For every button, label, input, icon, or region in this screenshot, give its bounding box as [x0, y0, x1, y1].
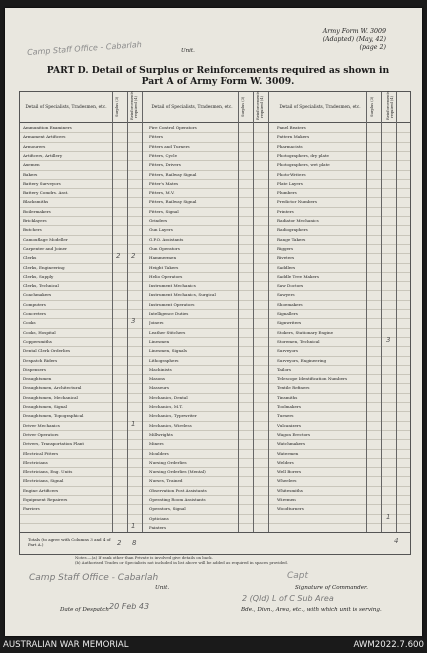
trade-row-label: Opticians [149, 515, 169, 521]
trade-row-label: Moulders [149, 450, 169, 456]
trade-row-label: Fitters, Signal [149, 208, 179, 214]
trade-row-label: Electricians, Signal [23, 478, 64, 484]
trade-row-label: Photographers, wet plate [277, 162, 330, 168]
trade-row-label: Signallers [277, 311, 298, 316]
handwritten-entry: 1 [131, 521, 136, 530]
bde-label: Bde., Divn., Area, etc., with which unit is serving. [241, 607, 382, 613]
trade-row-label: Fitters, M.V. [149, 190, 175, 196]
form-page-number: (page 2) [359, 44, 386, 51]
trade-row-label: Draughtsmen [23, 376, 52, 382]
trade-row-label: Tailors [277, 366, 291, 372]
trade-row-label: Instrument Mechanics, Surgical [149, 292, 216, 298]
trade-row-label: Instrument Operators [149, 301, 195, 307]
trade-row-label: Nursing Orderlies [149, 459, 187, 465]
trade-row-label: Axemen [23, 162, 40, 168]
trade-row-label: Range Takers [277, 236, 306, 242]
trade-row-label: Cooks, Hospital [23, 329, 56, 335]
trade-row-label: Intelligence Duties [149, 311, 189, 316]
handwritten-entry: 3 [131, 317, 136, 326]
trade-row-label: Blacksmiths [23, 199, 49, 205]
trade-row-label: Ammunition Examiners [23, 125, 72, 130]
trade-row-label: Saddle Tree Makers [277, 273, 319, 279]
totals-surplus: 2 [117, 539, 122, 547]
header-required-2: Reinforcements required (4) [256, 91, 264, 120]
trade-row-label: Vulcanizers [277, 422, 301, 428]
trade-row-label: Millwrights [149, 431, 173, 437]
trade-row-label: Armament Artificers [23, 134, 66, 140]
trade-row-label: Stokers, Stationary Engine [277, 329, 334, 335]
title-line-1: PART D. Detail of Surplus or Reinforcements required as shown in [46, 65, 390, 76]
column-divider [381, 92, 382, 532]
trade-row-label: Shoemakers [277, 301, 303, 307]
handwritten-unit-bottom: Camp Staff Office - Cabarlah [29, 573, 159, 583]
trade-row-label: Artificers, Artillery [23, 152, 63, 158]
trade-row-label: Butchers [23, 227, 42, 233]
trade-row-label: Fitters and Turners [149, 143, 190, 149]
signature-label: Signature of Commander. [295, 585, 368, 591]
trade-row-label: Pharmacists [277, 143, 303, 149]
trade-row-label: Operating Room Assistants [149, 497, 206, 502]
trade-row-label: Sawyers [277, 292, 295, 298]
trade-row-label: Well Borers [277, 469, 302, 475]
trade-row-label: Lithographers [149, 357, 179, 363]
trade-row-label: Coachmakers [23, 292, 52, 298]
trade-row-label: Leather Stitchers [149, 329, 186, 335]
trade-row-label: Fitters, Cycle [149, 152, 177, 158]
trade-row-label: Height Takers [149, 264, 179, 270]
trade-row-label: Draughtsmen, Architectural [23, 385, 82, 391]
trade-row-label: Joiners [149, 320, 164, 326]
form-page [5, 8, 422, 636]
trade-row-label: Dispensers [23, 366, 46, 372]
page-title [43, 65, 393, 87]
trade-row-label: Saddlers [277, 264, 296, 270]
trade-row-label: Linesmen, Signals [149, 348, 187, 354]
trade-row-label: Wiremen [277, 497, 296, 502]
trade-row-label: Fitters [149, 134, 163, 140]
trade-row-label: Wheelers [277, 478, 297, 484]
trade-row-label: Fitter's Mates [149, 180, 179, 186]
trade-row-label: Carpenter and Joiner [23, 245, 67, 251]
table-header [20, 92, 410, 123]
column-divider [238, 92, 239, 532]
handwritten-bde: 2 (Qld) L of C Sub Area [242, 594, 334, 603]
column-divider [396, 92, 397, 532]
trade-row-label: Fitters, Railway Signal [149, 171, 197, 177]
column-divider [268, 92, 269, 532]
trade-row-label: Concreters [23, 311, 47, 316]
header-required-3: Reinforcements required (4) [386, 91, 394, 120]
trade-row-label: Armourers [23, 143, 46, 149]
header-detail-3: Detail of Specialists, Tradesmen, etc. [279, 104, 361, 110]
header-detail-2: Detail of Specialists, Tradesmen, etc. [151, 104, 233, 110]
trade-row-label: Watermen [277, 450, 299, 456]
trade-row-label: Draughtsmen, Signal [23, 404, 67, 409]
trade-row-label: Despatch Riders [23, 357, 58, 363]
trade-row-label: Boilermakers [23, 208, 51, 214]
trade-row-label: Radiator Mechanics [277, 218, 319, 223]
totals-label: Totals (to agree with Columns 3 and 4 of Part A.) [28, 537, 111, 547]
trade-row-label: Hammermen [149, 255, 177, 261]
trade-row-label: Surveyors, Engineering [277, 357, 327, 363]
date-label: Date of Despatch [60, 607, 109, 613]
trade-row-label: Instrument Mechanics [149, 283, 196, 289]
trade-row-label: Painters [149, 524, 167, 530]
trade-row-label: Plate Layers [277, 180, 303, 186]
header-required-1: Reinforcements required (4) [130, 91, 138, 120]
unit-label-bottom: Unit. [155, 585, 170, 591]
handwritten-entry: 1 [386, 512, 391, 521]
handwritten-date: 20 Feb 43 [109, 602, 150, 611]
trade-row-label: Coppersmiths [23, 338, 52, 344]
trade-row-label: Textile Refiners [277, 385, 310, 391]
trade-row-label: Surveyors [277, 348, 298, 354]
trade-row-label: Fitters, Railway Signal [149, 199, 197, 205]
specialists-table [19, 91, 411, 555]
notes [75, 556, 288, 565]
watermark-right: AWM2022.7.600 [353, 640, 424, 650]
trade-row-label: Battery Comdrs. Asst. [23, 190, 69, 196]
trade-row-label: Predictor Numbers [277, 199, 317, 205]
trade-row-label: Mechanics, Wireless [149, 422, 192, 428]
trade-row-label: Nurses, Trained [149, 478, 183, 484]
handwritten-signature: Capt [287, 571, 309, 581]
trade-row-label: Storemen, Technical [277, 338, 320, 344]
trade-row-label: Masons [149, 376, 165, 382]
handwritten-entry: 2 [116, 252, 121, 261]
trade-row-label: Radiographers [277, 227, 308, 233]
title-line-2: Part A of Army Form W. 3009. [141, 76, 295, 87]
totals-col3: 4 [394, 537, 399, 545]
trade-row-label: Whitesmiths [277, 487, 303, 493]
trade-row-label: Cooks [23, 320, 36, 326]
trade-row-label: Equipment Repairers [23, 497, 68, 502]
column-divider [366, 92, 367, 532]
totals-row [20, 532, 410, 555]
column-divider [112, 92, 113, 532]
trade-row-label: Mechanics, M.T. [149, 404, 183, 409]
trade-row-label: Camouflage Modeller [23, 236, 68, 242]
trade-row-label: Woodturners [277, 506, 304, 512]
trade-row-label: Engine Artificers [23, 487, 59, 493]
column-divider [142, 92, 143, 532]
trade-row-label: Driver Mechanics [23, 422, 60, 428]
trade-row-label: Toolmakers [277, 404, 301, 409]
trade-row-label: Signwriters [277, 320, 302, 326]
trade-row-label: Draughtsmen, Topographical [23, 413, 84, 419]
trade-row-label: Clerks [23, 255, 37, 261]
trade-row-label: Nursing Orderlies (Mental) [149, 469, 206, 475]
trade-row-label: Dental Clerk Orderlies [23, 348, 71, 354]
form-identifier [323, 28, 386, 52]
trade-row-label: Electrical Fitters [23, 450, 59, 456]
trade-row-label: Electricians [23, 459, 48, 465]
trade-row-label: Saw Doctors [277, 283, 304, 289]
trade-row-label: Watchmakers [277, 441, 306, 447]
unit-label-top: Unit. [181, 48, 195, 54]
trade-row-label: Helio Operators [149, 273, 183, 279]
trade-row-label: Machinists [149, 366, 172, 372]
trade-row-label: Gun Layers [149, 227, 173, 233]
totals-required: 8 [132, 539, 137, 547]
trade-row-label: G.P.O. Assistants [149, 236, 184, 242]
header-detail-1: Detail of Specialists, Tradesmen, etc. [25, 104, 107, 110]
trade-row-label: Riveters [277, 255, 295, 261]
trade-row-label: Mechanics, Dental [149, 394, 188, 400]
handwritten-entry: 1 [131, 419, 136, 428]
trade-row-label: Pattern Makers [277, 134, 310, 140]
trade-row-label: Tinsmiths [277, 394, 298, 400]
trade-row-label: Plumbers [277, 190, 297, 196]
trade-row-label: Observation Post Assistants [149, 487, 207, 493]
handwritten-entry: 3 [386, 335, 391, 344]
column-divider [253, 92, 254, 532]
trade-row-label: Riggers [277, 245, 294, 251]
trade-row-label: Photographers, dry plate [277, 152, 329, 158]
trade-row-label: Operators, Signal [149, 506, 186, 512]
trade-row-label: Bricklayers [23, 218, 47, 223]
handwritten-unit-top: Camp Staff Office - Cabarlah [26, 40, 143, 57]
handwritten-entry: 2 [131, 252, 136, 261]
header-surplus-3: Surplus (3) [370, 96, 374, 118]
trade-row-label: Linesmen [149, 338, 170, 344]
trade-row-label: Panel Beaters [277, 125, 306, 130]
trade-row-label: Grinders [149, 218, 168, 223]
trade-row-label: Fire Control Operators [149, 125, 197, 130]
note-a: Notes.—(a) If rank other than Private is involved give details on back. [75, 555, 213, 560]
trade-row-label: Welders [277, 459, 294, 465]
watermark-left: AUSTRALIAN WAR MEMORIAL [3, 640, 129, 650]
trade-row-label: Turners [277, 413, 294, 419]
trade-row-label: Masseurs [149, 385, 169, 391]
trade-row-label: Gun Operators [149, 245, 180, 251]
trade-row-label: Clerks, Technical [23, 283, 59, 289]
trade-row-label: Fitters, Drivers [149, 162, 181, 168]
trade-row-label: Battery Surveyors [23, 180, 61, 186]
trade-row-label: Telescope Identification Numbers [277, 376, 348, 382]
trade-row-label: Bakers [23, 171, 38, 177]
trade-row-label: Photo-Writers [277, 171, 306, 177]
trade-row-label: Electricians, Eng. Units [23, 469, 73, 475]
note-b: (b) Authorised Trades or Specialists not included in list above will be added as required in spaces provided. [75, 559, 289, 565]
trade-row-label: Mechanics, Typewriter [149, 413, 197, 419]
column-divider [127, 92, 128, 532]
trade-row-label: Farriers [23, 506, 40, 512]
trade-row-label: Driver Operators [23, 431, 59, 437]
trade-row-label: Wagon Erectors [277, 431, 311, 437]
trade-row-label: Printers [277, 208, 294, 214]
trade-row-label: Clerks, Engineering [23, 264, 65, 270]
trade-row-label: Computers [23, 301, 46, 307]
trade-row-label: Draughtsmen, Mechanical [23, 394, 78, 400]
trade-row-label: Clerks, Supply [23, 273, 54, 279]
form-adapted: (Adapted) (May, 42) [322, 36, 386, 43]
header-surplus-1: Surplus (3) [115, 96, 119, 118]
trade-row-label: Miners [149, 441, 164, 447]
form-number: Army Form W. 3009 [322, 28, 386, 35]
trade-row-label: Drivers, Transportation Plant [23, 441, 85, 447]
archive-watermark [0, 638, 427, 653]
header-surplus-2: Surplus (3) [241, 96, 245, 118]
